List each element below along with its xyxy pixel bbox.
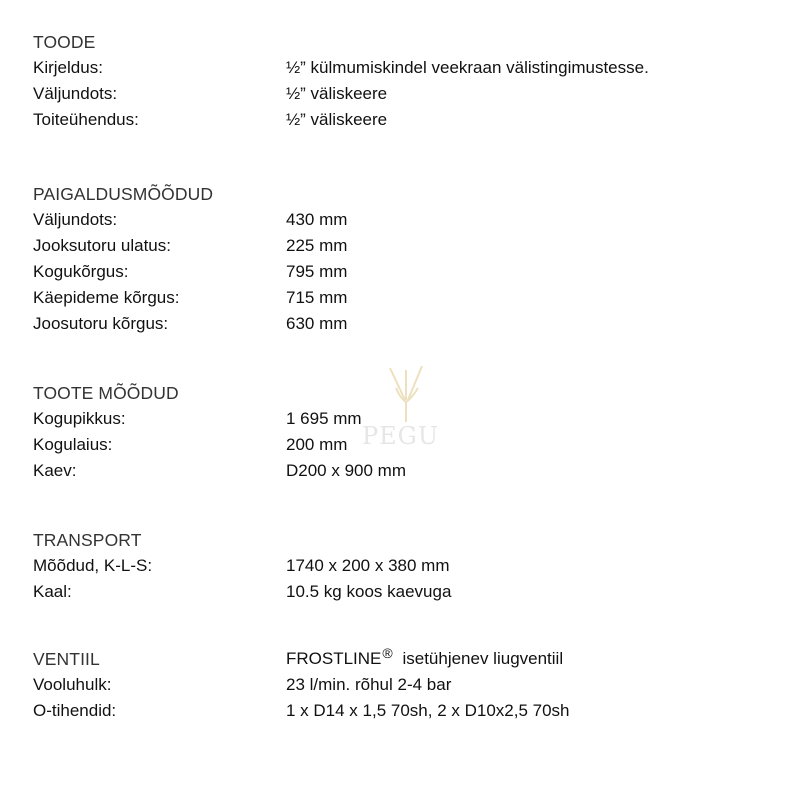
spec-row	[33, 259, 773, 285]
spec-value: 430 mm	[286, 210, 348, 229]
brand-name: FROSTLINE	[286, 649, 382, 668]
spec-label: Kirjeldus:	[33, 58, 103, 77]
spec-value: ½” külmumiskindel veekraan välistingimustesse.	[286, 58, 649, 77]
spec-row	[33, 207, 773, 233]
spec-label: Jooksutoru ulatus:	[33, 236, 171, 255]
spec-value: 23 l/min. rõhul 2-4 bar	[286, 675, 452, 694]
spec-value: 1 x D14 x 1,5 70sh, 2 x D10x2,5 70sh	[286, 701, 570, 720]
spec-label: Vooluhulk:	[33, 675, 112, 694]
ventiil-title-row	[33, 646, 773, 672]
spec-row	[33, 81, 773, 107]
spec-row	[33, 107, 773, 133]
spec-label: Kaal:	[33, 582, 72, 601]
ventiil-type-value	[286, 646, 773, 672]
section-paigaldusmoodud	[33, 181, 773, 337]
spec-label: Väljundots:	[33, 84, 118, 103]
spec-row	[33, 698, 773, 724]
spec-row	[33, 233, 773, 259]
spec-value: 1 695 mm	[286, 409, 362, 428]
spec-label: Mõõdud, K-L-S:	[33, 556, 153, 575]
registered-mark: ®	[382, 645, 393, 661]
section-title-toode: TOODE	[33, 32, 96, 52]
spec-label: Toiteühendus:	[33, 110, 139, 129]
spec-row	[33, 432, 773, 458]
spec-value: 795 mm	[286, 262, 348, 281]
spec-row	[33, 672, 773, 698]
section-ventiil	[33, 646, 773, 724]
spec-row	[33, 285, 773, 311]
spec-row	[33, 553, 773, 579]
spec-value: 10.5 kg koos kaevuga	[286, 582, 452, 601]
spec-value: 225 mm	[286, 236, 348, 255]
section-transport	[33, 527, 773, 605]
spec-label: O-tihendid:	[33, 701, 117, 720]
spec-row	[33, 579, 773, 605]
spec-value: 200 mm	[286, 435, 348, 454]
section-toode	[33, 29, 773, 133]
spec-label: Kogulaius:	[33, 435, 113, 454]
watermark-text: PEGU	[362, 422, 440, 450]
spec-row	[33, 406, 773, 432]
spec-value: 1740 x 200 x 380 mm	[286, 556, 450, 575]
spec-value: D200 x 900 mm	[286, 461, 406, 480]
spec-label: Väljundots:	[33, 210, 118, 229]
section-title-toote-moodud: TOOTE MÕÕDUD	[33, 383, 179, 403]
spec-row	[33, 458, 773, 484]
spec-label: Kogupikkus:	[33, 409, 126, 428]
section-title-transport: TRANSPORT	[33, 530, 142, 550]
spec-value: ½” väliskeere	[286, 110, 388, 129]
ventiil-type-text: isetühjenev liugventiil	[397, 649, 564, 668]
spec-label: Kaev:	[33, 461, 77, 480]
spec-value: 630 mm	[286, 314, 348, 333]
section-title-ventiil: VENTIIL	[33, 649, 100, 669]
spec-label: Käepideme kõrgus:	[33, 288, 180, 307]
spec-value: ½” väliskeere	[286, 84, 388, 103]
section-toote-moodud	[33, 380, 773, 484]
spec-label: Kogukõrgus:	[33, 262, 129, 281]
spec-label: Joosutoru kõrgus:	[33, 314, 169, 333]
spec-value: 715 mm	[286, 288, 348, 307]
section-title-paigaldusmoodud: PAIGALDUSMÕÕDUD	[33, 184, 214, 204]
spec-row	[33, 311, 773, 337]
spec-row	[33, 55, 773, 81]
